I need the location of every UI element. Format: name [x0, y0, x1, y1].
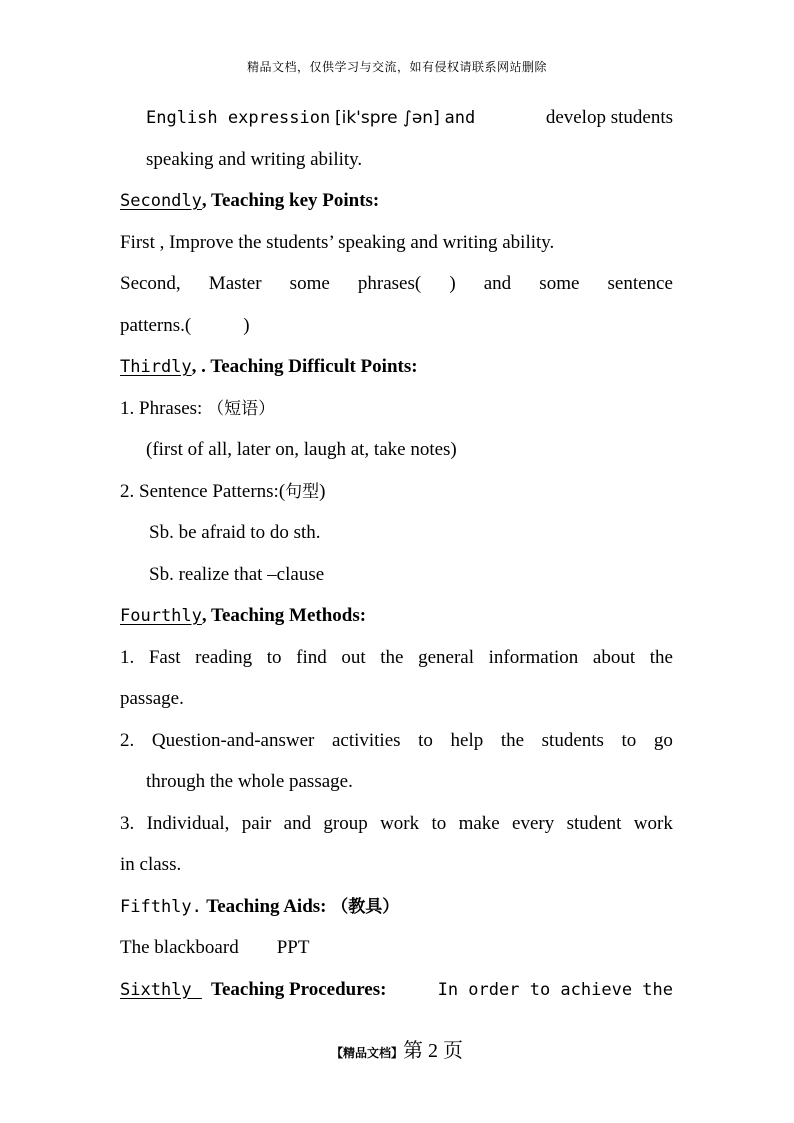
- ordinal-fourthly: Fourthly: [120, 606, 202, 626]
- method-3-word: group: [323, 812, 368, 834]
- footer-label: 【精品文档】: [330, 1046, 403, 1060]
- line-english-expression: [120, 100, 673, 142]
- line-sentence-patterns: [120, 474, 673, 516]
- second-point-word: some: [289, 273, 330, 294]
- second-point-word: ): [449, 273, 456, 294]
- line-method-2: [120, 723, 673, 765]
- method-2-word: to: [621, 729, 637, 751]
- text-develop: develop students: [545, 107, 673, 128]
- phonetic-expression: [ik'spre ∫ən]: [334, 108, 440, 128]
- line-method-3: [120, 806, 673, 848]
- line-phrases: [120, 391, 673, 433]
- method-2-word: go: [653, 729, 673, 751]
- text-sentence-cn: 句型: [285, 481, 320, 502]
- method-2-word: the: [500, 729, 525, 751]
- line-method-2-cont: through the whole passage.: [146, 771, 353, 792]
- line-sb-realize: Sb. realize that –clause: [149, 563, 325, 585]
- method-1-word: general: [418, 646, 474, 668]
- line-sb-afraid: Sb. be afraid to do sth.: [149, 522, 321, 543]
- second-point-word: Second,: [120, 273, 181, 294]
- line-method-3-cont: in class.: [120, 854, 182, 875]
- text-sentence-close: ): [319, 480, 326, 502]
- title-teaching-procedures: Teaching Procedures:: [201, 978, 387, 1000]
- second-point-word: sentence: [607, 273, 673, 294]
- header-note: 精品文档，仅供学习与交流，如有侵权请联系网站删除: [246, 60, 547, 74]
- title-teaching-methods: , Teaching Methods:: [201, 605, 367, 626]
- method-3-word: 3.: [120, 812, 135, 834]
- method-2-word: students: [541, 729, 604, 751]
- method-3-word: pair: [241, 812, 272, 834]
- heading-key-points: [120, 183, 673, 225]
- method-3-word: make: [458, 812, 500, 834]
- title-difficult-points: , . Teaching Difficult Points:: [191, 356, 418, 377]
- text-teaching-aids-cn: （教具）: [331, 896, 400, 917]
- text-sentence: 2. Sentence Patterns:(: [120, 480, 286, 502]
- text-patterns: patterns.(: [120, 314, 192, 336]
- method-3-word: student: [566, 812, 622, 834]
- method-1-word: find: [296, 646, 327, 668]
- method-1-word: the: [380, 646, 404, 668]
- method-1-word: the: [649, 646, 673, 668]
- method-3-word: Individual,: [146, 812, 230, 834]
- text-phrases-cn: （短语）: [207, 398, 276, 419]
- text-phrases: 1. Phrases:: [120, 397, 208, 419]
- heading-teaching-procedures: [120, 972, 673, 1014]
- page-number: 第 2 页: [403, 1040, 463, 1062]
- text-and: and: [444, 108, 476, 128]
- line-speaking-writing: speaking and writing ability.: [146, 148, 363, 170]
- method-1-word: Fast: [148, 646, 181, 668]
- ordinal-fifthly: Fifthly.: [120, 896, 202, 917]
- method-2-word: Question-and-answer: [151, 729, 315, 751]
- method-2-word: 2.: [120, 729, 135, 751]
- text-procedures-tail: In order to achieve the: [437, 979, 673, 1000]
- ordinal-secondly: Secondly: [120, 191, 202, 211]
- heading-teaching-methods: [120, 598, 673, 640]
- ordinal-thirdly: Thirdly: [120, 357, 192, 377]
- method-1-word: information: [488, 646, 579, 668]
- method-1-word: 1.: [120, 646, 135, 668]
- method-3-word: to: [431, 812, 447, 834]
- second-point-word: and: [483, 273, 512, 294]
- second-point-word: some: [539, 273, 580, 294]
- method-3-word: and: [283, 812, 312, 834]
- method-1-word: about: [592, 646, 636, 668]
- method-1-word: reading: [195, 646, 253, 668]
- document-body: [120, 100, 673, 1013]
- method-2-word: to: [418, 729, 433, 751]
- ordinal-sixthly: Sixthly: [120, 979, 202, 1000]
- text-english-expression: English expression: [146, 108, 331, 128]
- line-method-1: [120, 640, 673, 682]
- method-3-word: work: [633, 812, 673, 834]
- heading-difficult-points: [120, 349, 673, 391]
- method-2-word: activities: [331, 729, 401, 751]
- line-aids-list: The blackboard PPT: [120, 937, 310, 958]
- page-footer: [0, 1034, 794, 1063]
- method-1-word: to: [266, 646, 282, 668]
- line-patterns: [120, 308, 673, 350]
- title-key-points: , Teaching key Points:: [201, 190, 380, 211]
- line-phrases-list: (first of all, later on, laugh at, take notes): [146, 439, 457, 460]
- method-2-word: help: [450, 729, 484, 751]
- line-first-point: First , Improve the students’ speaking and writing ability.: [120, 231, 555, 253]
- method-1-word: out: [341, 646, 366, 668]
- method-3-word: every: [512, 812, 555, 834]
- method-3-word: work: [380, 812, 420, 834]
- heading-teaching-aids: [120, 889, 673, 931]
- second-point-word: phrases(: [357, 273, 422, 294]
- text-patterns-close: ): [243, 314, 250, 336]
- line-method-1-cont: passage.: [120, 688, 184, 709]
- second-point-word: Master: [208, 273, 262, 294]
- title-teaching-aids: Teaching Aids:: [201, 895, 332, 917]
- line-second-point: [120, 266, 673, 308]
